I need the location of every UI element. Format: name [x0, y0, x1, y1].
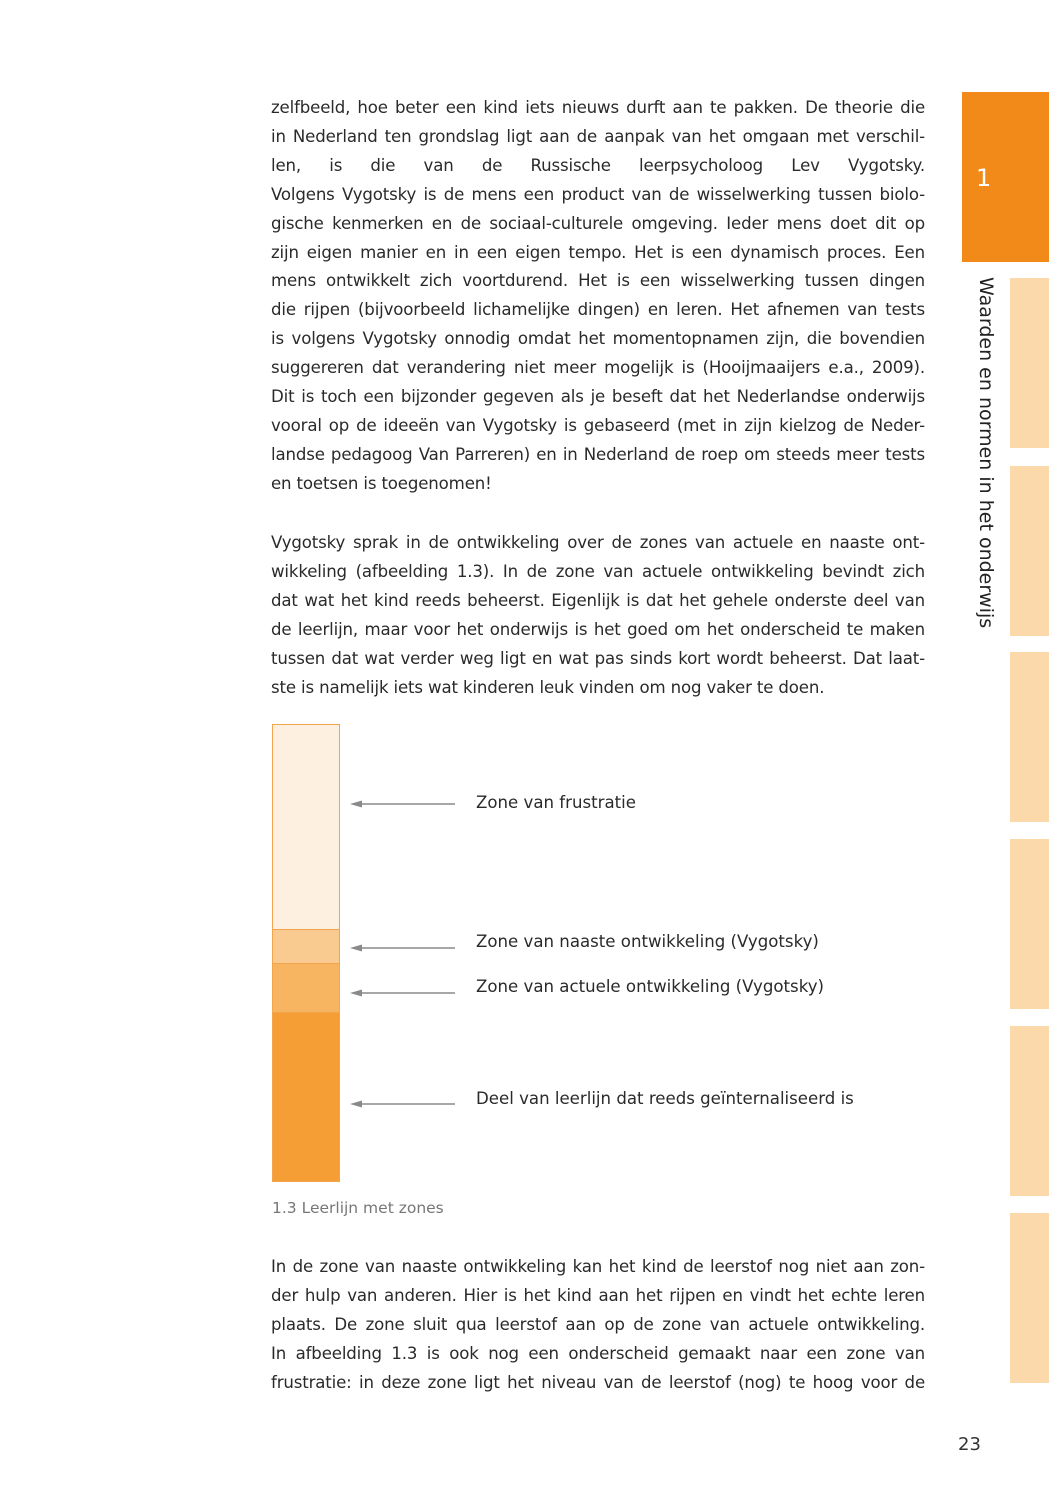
- chapter-number: 1: [976, 164, 992, 192]
- text-line: der hulp van anderen. Hier is het kind aan het rijpen en vindt het echte leren: [271, 1285, 925, 1305]
- chapter-tab[interactable]: [1010, 1026, 1049, 1196]
- chapter-tab[interactable]: [1010, 278, 1049, 448]
- text-line: Volgens Vygotsky is de mens een product van de wisselwerking tussen biolo-: [271, 184, 925, 204]
- zone-label: Zone van naaste ontwikkeling (Vygotsky): [476, 932, 819, 951]
- zone-geinternaliseerd-bar: [272, 1012, 340, 1182]
- text-line: is volgens Vygotsky onnodig omdat het momentopnamen zijn, die bovendien: [271, 329, 925, 349]
- page-number: 23: [958, 1434, 981, 1455]
- chapter-tab[interactable]: [1010, 652, 1049, 822]
- text-line: en toetsen is toegenomen!: [271, 473, 492, 493]
- chapter-title: Waarden en normen in het onderwijs: [975, 277, 997, 629]
- text-line: Vygotsky sprak in de ontwikkeling over de zones van actuele en naaste ont-: [271, 533, 925, 552]
- text-line: in Nederland ten grondslag ligt aan de aanpak van het omgaan met verschil-: [271, 126, 925, 146]
- text-line: de leerlijn, maar voor het onderwijs is het goed om het onderscheid te maken: [271, 619, 925, 639]
- arrow-left-icon: [350, 794, 456, 804]
- text-line: Dit is toch een bijzonder gegeven als je beseft dat het Nederlandse onderwijs: [271, 387, 925, 406]
- text-line: die rijpen (bijvoorbeeld lichamelijke dingen) en leren. Het afnemen van tests: [271, 300, 925, 320]
- text-line: landse pedagoog Van Parreren) en in Nederland de roep om steeds meer tests: [271, 444, 925, 464]
- text-line: plaats. De zone sluit qua leerstof aan op de zone van actuele ontwikkeling.: [271, 1314, 925, 1334]
- chapter-tab[interactable]: [1010, 1213, 1049, 1383]
- text-line: zelfbeeld, hoe beter een kind iets nieuws durft aan te pakken. De theorie die: [271, 98, 925, 117]
- chapter-tab[interactable]: [1010, 466, 1049, 636]
- text-line: suggereren dat verandering niet meer mogelijk is (Hooijmaaijers e.a., 2009).: [271, 358, 925, 378]
- text-line: len, is die van de Russische leerpsycholoog Lev Vygotsky.: [271, 155, 925, 175]
- zone-actuele-bar: [272, 963, 340, 1013]
- zone-naaste-bar: [272, 929, 340, 964]
- arrow-left-icon: [350, 983, 456, 993]
- zone-frustratie-bar: [272, 724, 340, 930]
- chapter-tab[interactable]: [1010, 839, 1049, 1009]
- zone-label: Deel van leerlijn dat reeds geïnternaliseerd is: [476, 1089, 854, 1108]
- text-line: ste is namelijk iets wat kinderen leuk vinden om nog vaker te doen.: [271, 677, 825, 697]
- text-line: mens ontwikkelt zich voortdurend. Het is een wisselwerking tussen dingen: [271, 271, 925, 291]
- figure-caption: 1.3 Leerlijn met zones: [272, 1199, 444, 1217]
- text-line: gische kenmerken en de sociaal-culturele omgeving. Ieder mens doet dit op: [271, 213, 925, 233]
- text-line: tussen dat wat verder weg ligt en wat pas sinds kort wordt beheerst. Dat laat-: [271, 648, 925, 668]
- arrow-left-icon: [350, 938, 456, 948]
- text-line: zijn eigen manier en in een eigen tempo. Het is een dynamisch proces. Een: [271, 242, 925, 262]
- text-line: vooral op de ideeën van Vygotsky is gebaseerd (met in zijn kielzog de Neder-: [271, 415, 925, 435]
- text-line: wikkeling (afbeelding 1.3). In de zone van actuele ontwikkeling bevindt zich: [271, 561, 925, 581]
- text-line: In afbeelding 1.3 is ook nog een onderscheid gemaakt naar een zone van: [271, 1343, 925, 1363]
- zone-label: Zone van frustratie: [476, 793, 636, 812]
- zone-label: Zone van actuele ontwikkeling (Vygotsky): [476, 977, 825, 996]
- text-line: dat wat het kind reeds beheerst. Eigenlijk is dat het gehele onderste deel van: [271, 590, 925, 610]
- text-line: In de zone van naaste ontwikkeling kan het kind de leerstof nog niet aan zon-: [271, 1257, 925, 1276]
- text-line: frustratie: in deze zone ligt het niveau van de leerstof (nog) te hoog voor de: [271, 1372, 925, 1392]
- arrow-left-icon: [350, 1094, 456, 1104]
